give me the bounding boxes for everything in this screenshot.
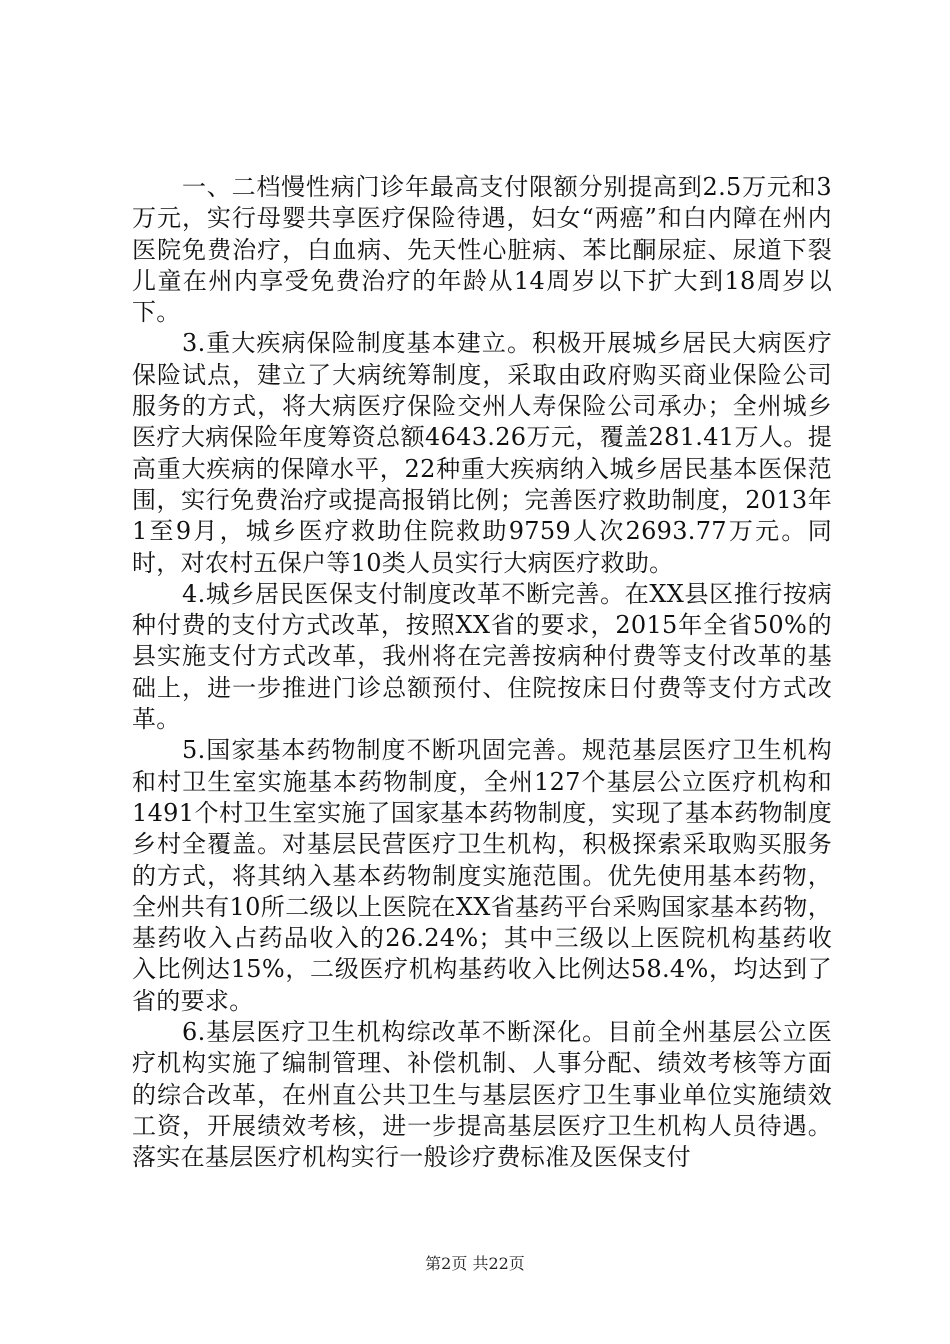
paragraph-essential-drugs: 5.国家基本药物制度不断巩固完善。规范基层医疗卫生机构和村卫生室实施基本药物制度，全州127个基层公立医疗机构和1491个村卫生室实施了国家基本药物制度，实现了基本药物制度乡村全覆盖。对基层民营医疗卫生机构，积极探索采取购买服务的方式，将其纳入基本药物制度实施范围。优先使用基本药物，全州共有10所二级以上医院在XX省基药平台采购国家基本药物，基药收入占药品收入的26.24%；其中三级以上医院机构基药收入比例达15%，二级医疗机构基药收入比例达58.4%，均达到了省的要求。: [132, 736, 832, 1015]
page-number: 第2页 共22页: [425, 1254, 525, 1273]
page-footer: [0, 1254, 950, 1274]
paragraph-major-disease-insurance: 3.重大疾病保险制度基本建立。积极开展城乡居民大病医疗保险试点，建立了大病统筹制度，采取由政府购买商业保险公司服务的方式，将大病医疗保险交州人寿保险公司承办；全州城乡医疗大病保险年度筹资总额4643.26万元，覆盖281.41万人。提高重大疾病的保障水平，22种重大疾病纳入城乡居民基本医保范围，实行免费治疗或提高报销比例；完善医疗救助制度，2013年1至9月，城乡医疗救助住院救助9759人次2693.77万元。同时，对农村五保户等10类人员实行大病医疗救助。: [132, 329, 832, 577]
paragraph-payment-reform: 4.城乡居民医保支付制度改革不断完善。在XX县区推行按病种付费的支付方式改革，按照XX省的要求，2015年全省50%的县实施支付方式改革，我州将在完善按病种付费等支付改革的基础上，进一步推进门诊总额预付、住院按床日付费等支付方式改革。: [132, 579, 832, 734]
document-body: [132, 172, 832, 1174]
paragraph-chronic-disease-limits: 一、二档慢性病门诊年最高支付限额分别提高到2.5万元和3万元，实行母婴共享医疗保险待遇，妇女“两癌”和白内障在州内医院免费治疗，白血病、先天性心脏病、苯比酮尿症、尿道下裂儿童在州内享受免费治疗的年龄从14周岁以下扩大到18周岁以下。: [132, 173, 832, 327]
paragraph-primary-care-reform: 6.基层医疗卫生机构综改革不断深化。目前全州基层公立医疗机构实施了编制管理、补偿机制、人事分配、绩效考核等方面的综合改革，在州直公共卫生与基层医疗卫生事业单位实施绩效工资，开展绩效考核，进一步提高基层医疗卫生机构人员待遇。落实在基层医疗机构实行一般诊疗费标准及医保支付: [132, 1018, 832, 1172]
